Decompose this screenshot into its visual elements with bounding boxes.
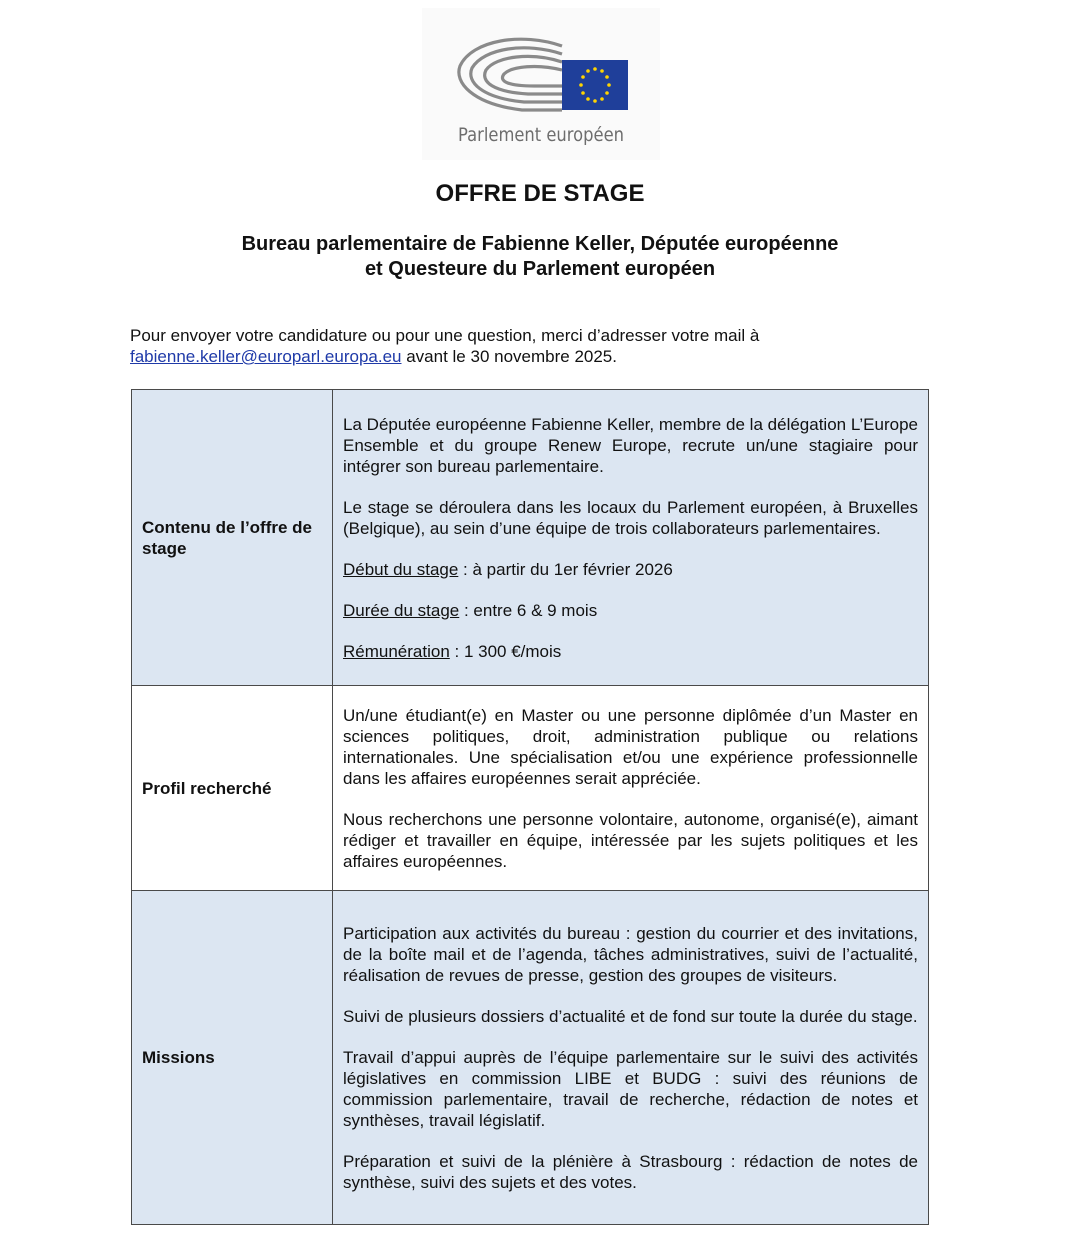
table-row-profil: [132, 686, 929, 891]
intro-deadline: avant le 30 novembre 2025.: [401, 347, 617, 366]
detail-remuneration-key: Rémunération: [343, 641, 450, 661]
hemicycle-flag-icon: [452, 24, 632, 124]
row-label-missions: Missions: [132, 891, 333, 1225]
subtitle-line-1: Bureau parlementaire de Fabienne Keller, Députée européenne: [241, 233, 839, 255]
logo-text: Parlement européen: [458, 124, 624, 146]
missions-paragraph-2: Suivi de plusieurs dossiers d’actualité et de fond sur toute la durée du stage.: [343, 1006, 918, 1026]
detail-duree-value: : entre 6 & 9 mois: [459, 600, 598, 620]
offer-table: [131, 389, 929, 1225]
missions-paragraph-1: Participation aux activités du bureau : gestion du courrier et des invitations, de la boîte mail et de l’agenda, tâches administratives, suivi de l’actualité, réalisation de revues de presse, gestion des groupes de visiteurs.: [343, 923, 918, 985]
row-content-contenu: [333, 390, 929, 686]
row-content-profil: [333, 686, 929, 891]
detail-debut: [343, 559, 918, 580]
subtitle-line-2: et Questeure du Parlement européen: [364, 258, 716, 280]
european-parliament-logo: [422, 8, 660, 160]
row-content-missions: [333, 891, 929, 1225]
profil-paragraph-2: Nous recherchons une personne volontaire, autonome, organisé(e), aimant rédiger et travailler en équipe, intéressée par les sujets politiques et les affaires européennes.: [343, 809, 918, 871]
detail-debut-key: Début du stage: [343, 559, 459, 579]
profil-paragraph-1: Un/une étudiant(e) en Master ou une personne diplômée d’un Master en sciences politiques, droit, administration publique ou relations internationales. Une spécialisation et/ou une expérience professionnelle dans les affaires européennes serait appréciée.: [343, 705, 918, 788]
detail-duree-key: Durée du stage: [343, 600, 460, 620]
contenu-paragraph-1: La Députée européenne Fabienne Keller, membre de la délégation L’Europe Ensemble et du groupe Renew Europe, recrute un/une stagiaire pour intégrer son bureau parlementaire.: [343, 414, 918, 476]
detail-duree: [343, 600, 918, 621]
table-row-missions: [132, 891, 929, 1225]
detail-debut-value: : à partir du 1er février 2026: [458, 559, 673, 579]
page-subtitle: [0, 232, 1080, 282]
table-row-contenu: [132, 390, 929, 686]
missions-paragraph-3: Travail d’appui auprès de l’équipe parlementaire sur le suivi des activités législatives en commission LIBE et BUDG : suivi des réunions de commission parlementaire, travail de recherche, rédaction de notes et synthèses, travail législatif.: [343, 1047, 918, 1130]
missions-paragraph-4: Préparation et suivi de la plénière à Strasbourg : rédaction de notes de synthèse, suivi des sujets et des votes.: [343, 1151, 918, 1192]
page-title: OFFRE DE STAGE: [435, 180, 645, 207]
detail-remuneration-value: : 1 300 €/mois: [449, 641, 562, 661]
detail-remuneration: [343, 641, 918, 662]
email-link[interactable]: fabienne.keller@europarl.europa.eu: [130, 347, 402, 366]
row-label-profil: Profil recherché: [132, 686, 333, 891]
row-label-contenu: Contenu de l’offre de stage: [132, 390, 333, 686]
intro-line-1: Pour envoyer votre candidature ou pour une question, merci d’adresser votre mail à: [130, 326, 760, 345]
contenu-paragraph-2: Le stage se déroulera dans les locaux du Parlement européen, à Bruxelles (Belgique), au sein d’une équipe de trois collaborateurs parlementaires.: [343, 497, 918, 538]
intro-paragraph: [130, 325, 930, 367]
